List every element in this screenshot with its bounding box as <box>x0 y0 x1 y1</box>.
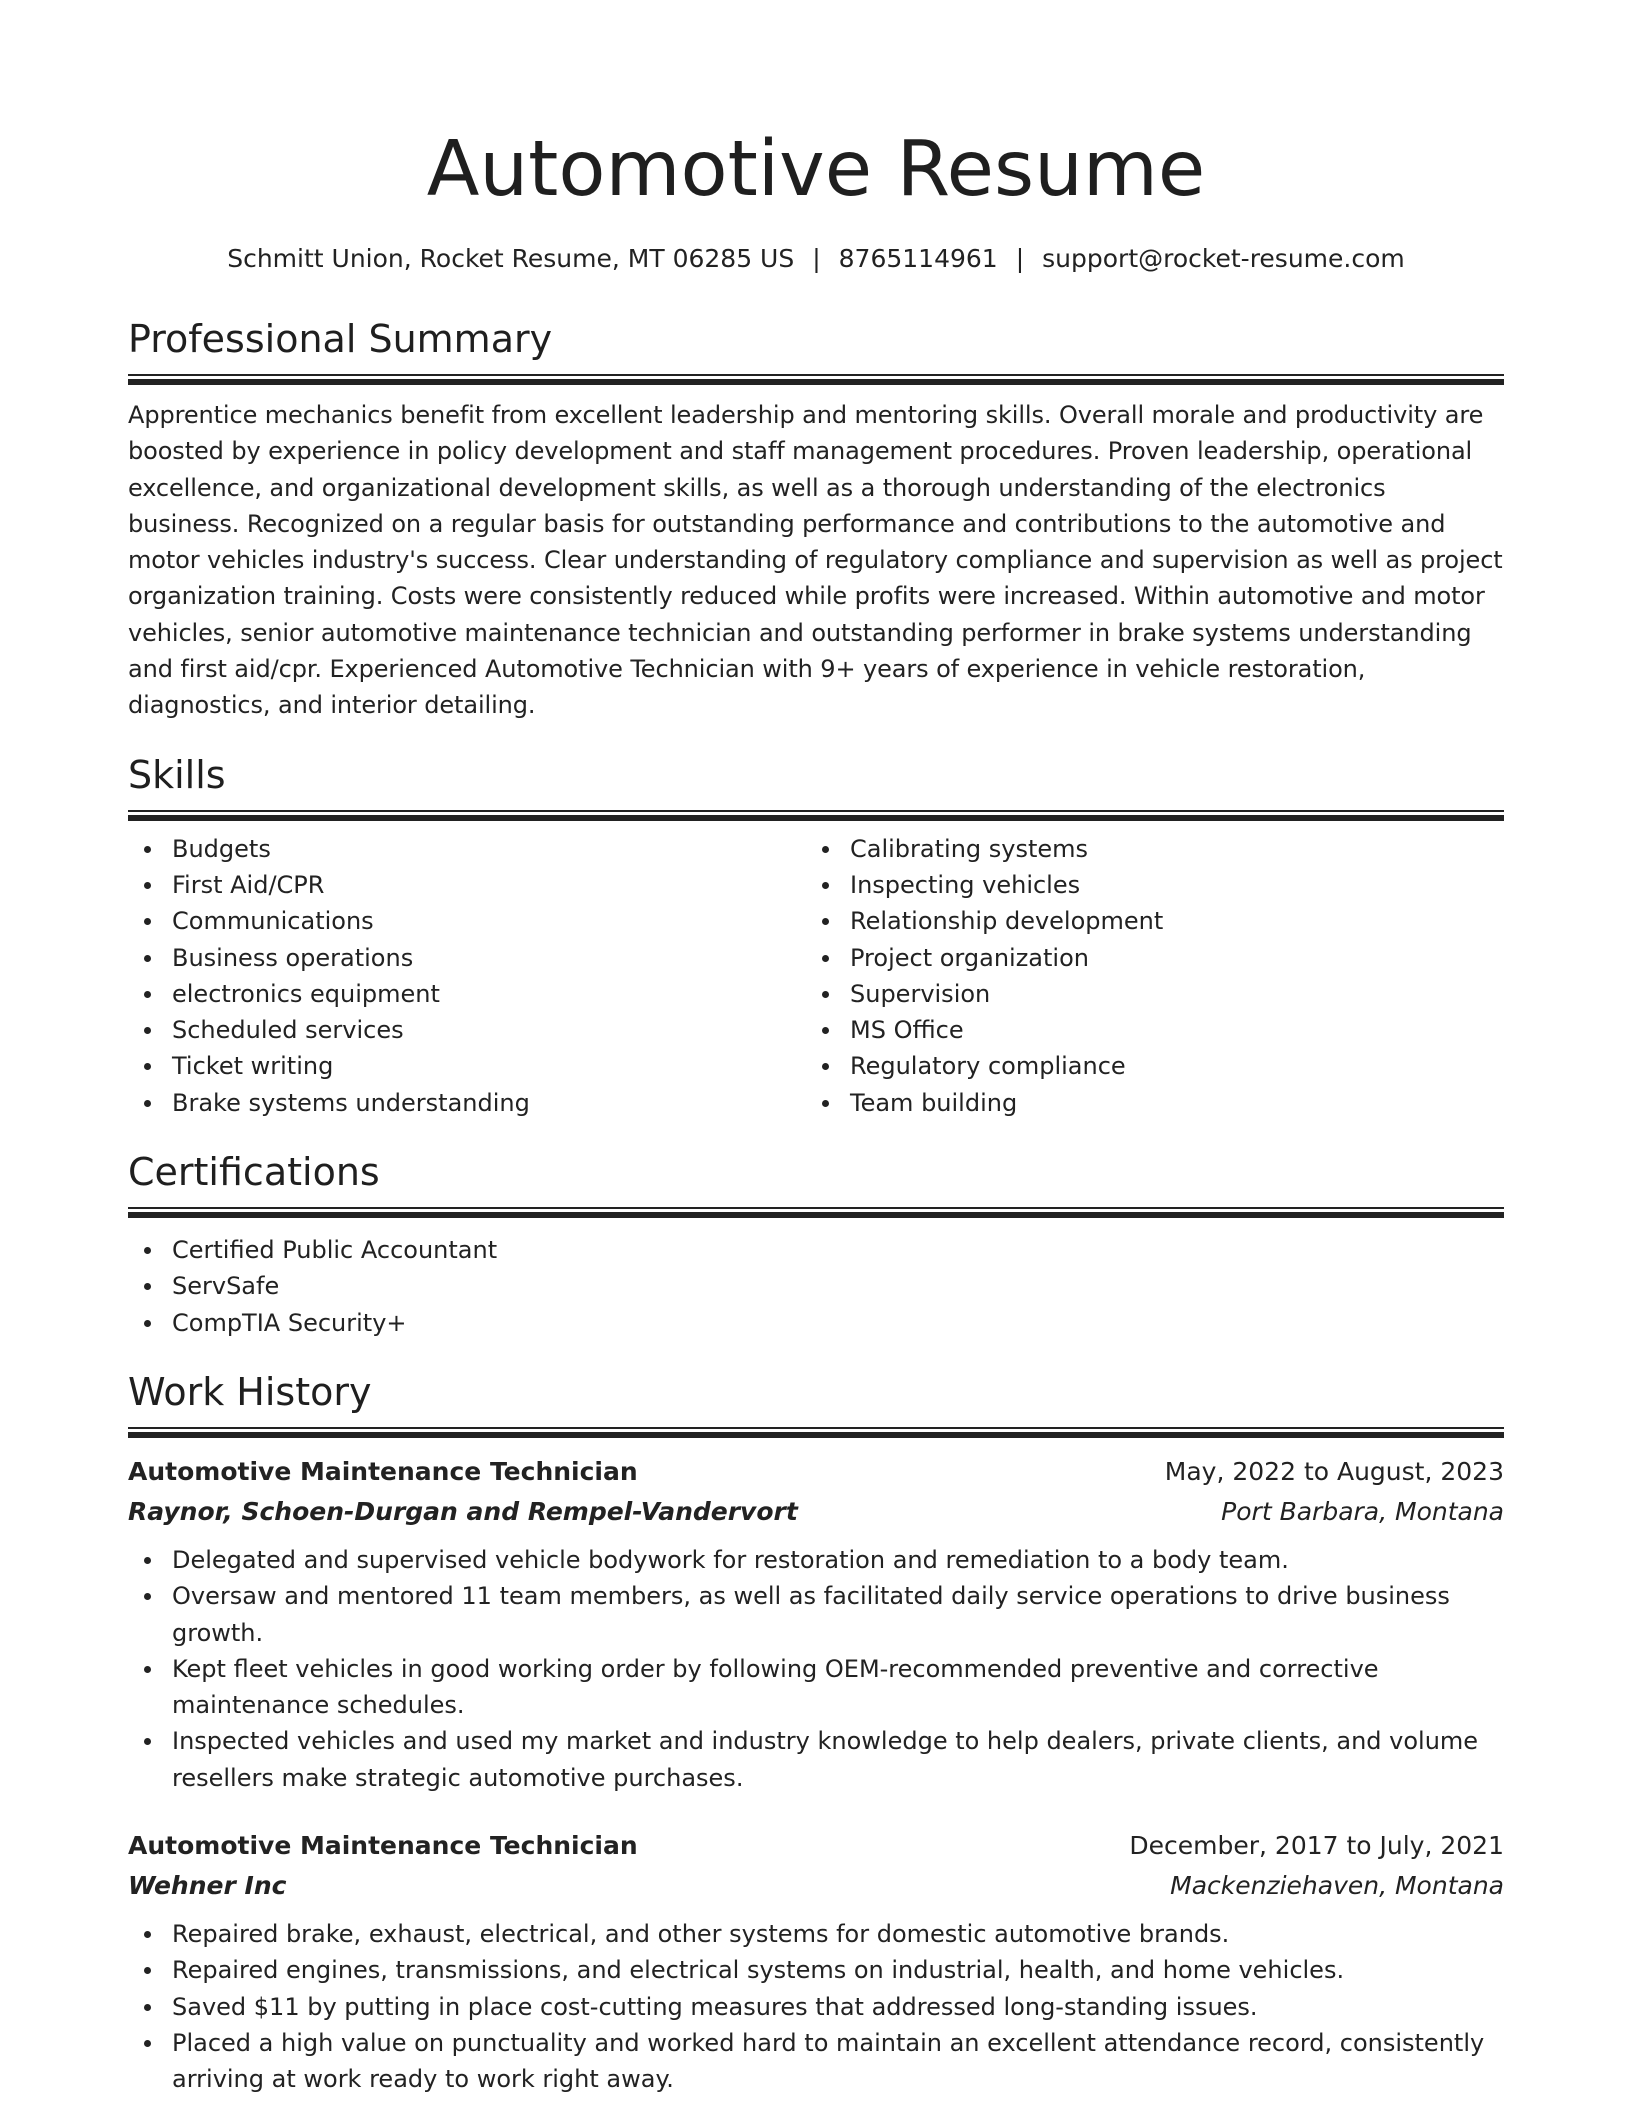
skills-heading: Skills <box>128 752 226 797</box>
skill-item: Ticket writing <box>128 1048 806 1084</box>
certification-item: ServSafe <box>128 1268 1504 1304</box>
skill-item: Supervision <box>806 976 1484 1012</box>
contact-separator: | <box>1015 244 1025 273</box>
summary-text: Apprentice mechanics benefit from excellent leadership and mentoring skills. Overall morale and productivity are boosted by experience in policy development and staff management procedures. Proven leadership, operational excellence, and organizational development skills, as well as a thorough understanding of the electronics business. Recognized on a regular basis for outstanding performance and contributions to the automotive and motor vehicles industry's success. Clear understanding of regulatory compliance and supervision as well as project organization training. Costs were consistently reduced while profits were increased. Within automotive and motor vehicles, senior automotive maintenance technician and outstanding performer in brake systems understanding and first aid/cpr. Experienced Automotive Technician with 9+ years of experience in vehicle restoration, diagnostics, and interior detailing. <box>128 401 1503 720</box>
skill-item: First Aid/CPR <box>128 867 806 903</box>
job-bullet: Oversaw and mentored 11 team members, as well as facilitated daily service operations to drive business growth. <box>128 1578 1504 1651</box>
skill-item: Regulatory compliance <box>806 1048 1484 1084</box>
job-company: Raynor, Schoen-Durgan and Rempel-Vandervort <box>128 1496 798 1526</box>
section-divider <box>128 1207 1504 1218</box>
section-divider <box>128 374 1504 385</box>
job-bullet: Repaired engines, transmissions, and electrical systems on industrial, health, and home vehicles. <box>128 1952 1504 1988</box>
job-bullet: Inspected vehicles and used my market and industry knowledge to help dealers, private clients, and volume resellers make strategic automotive purchases. <box>128 1723 1504 1796</box>
job-dates: December, 2017 to July, 2021 <box>1129 1831 1504 1861</box>
skill-item: MS Office <box>806 1012 1484 1048</box>
work-history-section <box>128 1369 1504 2098</box>
job-bullets <box>128 1916 1504 2097</box>
job-dates: May, 2022 to August, 2023 <box>1164 1456 1504 1486</box>
skills-section <box>128 752 1504 1121</box>
skills-grid <box>128 831 1504 1121</box>
resume-page <box>128 0 1504 2098</box>
job-entry <box>128 1826 1504 2097</box>
job-company: Wehner Inc <box>128 1871 287 1901</box>
skill-item: Budgets <box>128 831 806 867</box>
job-title: Automotive Maintenance Technician <box>128 1831 638 1861</box>
contact-separator: | <box>812 244 821 273</box>
skill-item: Project organization <box>806 940 1484 976</box>
job-company-row <box>128 1492 1504 1532</box>
skill-item: Scheduled services <box>128 1012 806 1048</box>
certification-item: CompTIA Security+ <box>128 1305 1504 1341</box>
skill-item: Business operations <box>128 940 806 976</box>
skill-item: Communications <box>128 903 806 939</box>
job-location: Port Barbara, Montana <box>1221 1496 1504 1526</box>
contact-phone: 8765114961 <box>838 244 998 273</box>
job-entry <box>128 1452 1504 1796</box>
skill-item: Brake systems understanding <box>128 1085 806 1121</box>
section-divider <box>128 1427 1504 1438</box>
summary-section <box>128 316 1504 724</box>
certifications-heading: Certifications <box>128 1150 380 1195</box>
job-title: Automotive Maintenance Technician <box>128 1456 638 1486</box>
contact-email: support@rocket-resume.com <box>1042 244 1405 273</box>
job-company-row <box>128 1866 1504 1906</box>
job-bullet: Repaired brake, exhaust, electrical, and other systems for domestic automotive brands. <box>128 1916 1504 1952</box>
skill-item: electronics equipment <box>128 976 806 1012</box>
job-header-row <box>128 1452 1504 1492</box>
job-bullet: Delegated and supervised vehicle bodywork for restoration and remediation to a body team. <box>128 1542 1504 1578</box>
job-bullet: Kept fleet vehicles in good working order by following OEM-recommended preventive and corrective maintenance schedules. <box>128 1651 1504 1724</box>
skill-item: Calibrating systems <box>806 831 1484 867</box>
skills-right-list <box>806 831 1484 1121</box>
work-history-heading: Work History <box>128 1369 372 1414</box>
summary-heading: Professional Summary <box>128 317 553 361</box>
certifications-list <box>128 1232 1504 1341</box>
skill-item: Relationship development <box>806 903 1484 939</box>
job-bullet: Placed a high value on punctuality and worked hard to maintain an excellent attendance record, consistently arriving at work ready to work right away. <box>128 2025 1504 2098</box>
skill-item: Team building <box>806 1085 1484 1121</box>
section-divider <box>128 810 1504 821</box>
job-location: Mackenziehaven, Montana <box>1170 1871 1504 1901</box>
skills-left-list <box>128 831 806 1121</box>
contact-address: Schmitt Union, Rocket Resume, MT 06285 US <box>227 244 795 273</box>
job-bullet: Saved $11 by putting in place cost-cutting measures that addressed long-standing issues. <box>128 1989 1504 2025</box>
contact-line <box>128 242 1504 276</box>
certifications-section <box>128 1149 1504 1341</box>
resume-title: Automotive Resume <box>426 125 1206 214</box>
skill-item: Inspecting vehicles <box>806 867 1484 903</box>
certification-item: Certified Public Accountant <box>128 1232 1504 1268</box>
job-header-row <box>128 1826 1504 1866</box>
job-bullets <box>128 1542 1504 1796</box>
